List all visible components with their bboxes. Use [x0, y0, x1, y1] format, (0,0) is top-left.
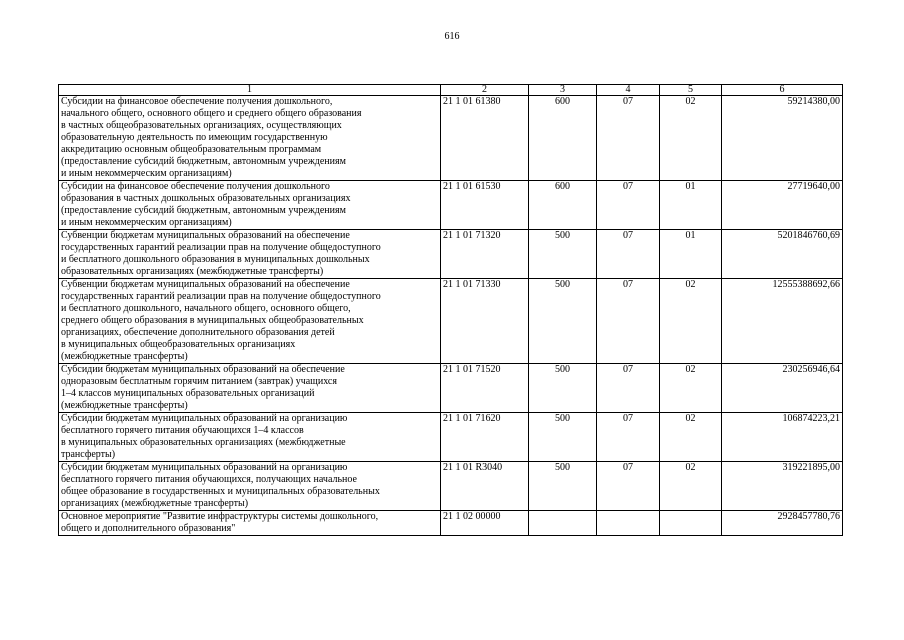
- row-name-line: и иным некоммерческим организациям): [61, 217, 232, 228]
- row-code: 21 1 01 R3040: [441, 462, 529, 511]
- table-row: [59, 230, 843, 279]
- row-subsection: 01: [660, 230, 722, 279]
- row-amount: 59214380,00: [722, 96, 843, 181]
- table-row: [59, 364, 843, 413]
- row-name-line: (предоставление субсидий бюджетным, автономным учреждениям: [61, 205, 346, 216]
- row-expense-type: 500: [529, 413, 597, 462]
- row-name-line: государственных гарантий реализации прав на получение общедоступного: [61, 291, 381, 302]
- row-section: [597, 511, 660, 536]
- row-name-line: Субсидии бюджетам муниципальных образований на организацию: [61, 413, 348, 424]
- row-name-line: бесплатного горячего питания обучающихся, получающих начальное: [61, 474, 357, 485]
- row-name: [59, 462, 441, 511]
- row-name-line: Основное мероприятие "Развитие инфраструктуры системы дошкольного,: [61, 511, 379, 522]
- row-name-line: трансферты): [61, 449, 116, 460]
- row-section: 07: [597, 181, 660, 230]
- row-name-line: Субвенции бюджетам муниципальных образований на обеспечение: [61, 230, 350, 241]
- row-subsection: 02: [660, 462, 722, 511]
- row-name-line: (межбюджетные трансферты): [61, 400, 188, 411]
- row-section: 07: [597, 96, 660, 181]
- table-row: [59, 462, 843, 511]
- row-subsection: 02: [660, 96, 722, 181]
- row-section: 07: [597, 413, 660, 462]
- row-expense-type: 500: [529, 364, 597, 413]
- table-row: [59, 279, 843, 364]
- row-name-line: государственных гарантий реализации прав на получение общедоступного: [61, 242, 381, 253]
- row-amount: 27719640,00: [722, 181, 843, 230]
- row-name: [59, 181, 441, 230]
- row-amount: 230256946,64: [722, 364, 843, 413]
- row-name-line: и бесплатного дошкольного образования в муниципальных дошкольных: [61, 254, 370, 265]
- row-name-line: и иным некоммерческим организациям): [61, 168, 232, 179]
- row-name-line: образования в частных дошкольных образовательных организациях: [61, 193, 351, 204]
- row-name-line: одноразовым бесплатным горячим питанием (завтрак) учащихся: [61, 376, 337, 387]
- row-name-line: Субсидии на финансовое обеспечение получения дошкольного: [61, 181, 330, 192]
- row-code: 21 1 01 61530: [441, 181, 529, 230]
- row-name-line: (межбюджетные трансферты): [61, 351, 188, 362]
- row-expense-type: 600: [529, 181, 597, 230]
- row-name: [59, 413, 441, 462]
- row-name-line: общего и дополнительного образования": [61, 523, 236, 534]
- row-section: 07: [597, 364, 660, 413]
- row-name: [59, 364, 441, 413]
- row-name-line: общее образование в государственных и муниципальных образовательных: [61, 486, 380, 497]
- row-section: 07: [597, 462, 660, 511]
- row-name-line: Субвенции бюджетам муниципальных образований на обеспечение: [61, 279, 350, 290]
- column-header-2: 2: [441, 85, 529, 96]
- row-name-line: в муниципальных общеобразовательных организациях: [61, 339, 296, 350]
- row-name: [59, 230, 441, 279]
- row-amount: 12555388692,66: [722, 279, 843, 364]
- row-amount: 5201846760,69: [722, 230, 843, 279]
- row-amount: 319221895,00: [722, 462, 843, 511]
- row-expense-type: 500: [529, 462, 597, 511]
- row-amount: 106874223,21: [722, 413, 843, 462]
- row-name-line: образовательных организациях (межбюджетные трансферты): [61, 266, 324, 277]
- row-name-line: в частных общеобразовательных организациях, осуществляющих: [61, 120, 342, 131]
- row-name: [59, 96, 441, 181]
- row-name-line: 1–4 классов муниципальных образовательных организаций: [61, 388, 315, 399]
- row-code: 21 1 01 71520: [441, 364, 529, 413]
- row-name-line: и бесплатного дошкольного, начального общего, основного общего,: [61, 303, 351, 314]
- row-name-line: в муниципальных образовательных организациях (межбюджетные: [61, 437, 346, 448]
- row-expense-type: 600: [529, 96, 597, 181]
- row-name-line: Субсидии бюджетам муниципальных образований на обеспечение: [61, 364, 345, 375]
- row-section: 07: [597, 279, 660, 364]
- row-subsection: [660, 511, 722, 536]
- column-header-5: 5: [660, 85, 722, 96]
- row-subsection: 01: [660, 181, 722, 230]
- row-name-line: среднего общего образования в муниципальных общеобразовательных: [61, 315, 364, 326]
- column-header-3: 3: [529, 85, 597, 96]
- row-code: 21 1 01 71620: [441, 413, 529, 462]
- table-body: [59, 96, 843, 536]
- row-name-line: (предоставление субсидий бюджетным, автономным учреждениям: [61, 156, 346, 167]
- row-code: 21 1 01 71320: [441, 230, 529, 279]
- budget-table: [58, 84, 843, 536]
- header-row: [59, 85, 843, 96]
- row-expense-type: [529, 511, 597, 536]
- table-row: [59, 413, 843, 462]
- row-code: 21 1 02 00000: [441, 511, 529, 536]
- row-expense-type: 500: [529, 230, 597, 279]
- row-name-line: образовательную деятельность по имеющим государственную: [61, 132, 328, 143]
- row-subsection: 02: [660, 364, 722, 413]
- row-amount: 2928457780,76: [722, 511, 843, 536]
- row-subsection: 02: [660, 413, 722, 462]
- column-header-4: 4: [597, 85, 660, 96]
- row-name-line: организациях (межбюджетные трансферты): [61, 498, 249, 509]
- row-expense-type: 500: [529, 279, 597, 364]
- row-name-line: Субсидии бюджетам муниципальных образований на организацию: [61, 462, 348, 473]
- row-name-line: начального общего, основного общего и среднего общего образования: [61, 108, 362, 119]
- row-name: [59, 279, 441, 364]
- row-subsection: 02: [660, 279, 722, 364]
- row-section: 07: [597, 230, 660, 279]
- row-name-line: организациях, обеспечение дополнительного образования детей: [61, 327, 335, 338]
- row-code: 21 1 01 61380: [441, 96, 529, 181]
- page-number: 616: [444, 31, 460, 42]
- row-name-line: Субсидии на финансовое обеспечение получения дошкольного,: [61, 96, 333, 107]
- row-name-line: аккредитацию основным общеобразовательным программам: [61, 144, 322, 155]
- row-name: [59, 511, 441, 536]
- table-row: [59, 96, 843, 181]
- column-header-6: 6: [722, 85, 843, 96]
- row-name-line: бесплатного горячего питания обучающихся 1–4 классов: [61, 425, 304, 436]
- table-row: [59, 181, 843, 230]
- row-code: 21 1 01 71330: [441, 279, 529, 364]
- column-header-1: 1: [59, 85, 441, 96]
- table-row: [59, 511, 843, 536]
